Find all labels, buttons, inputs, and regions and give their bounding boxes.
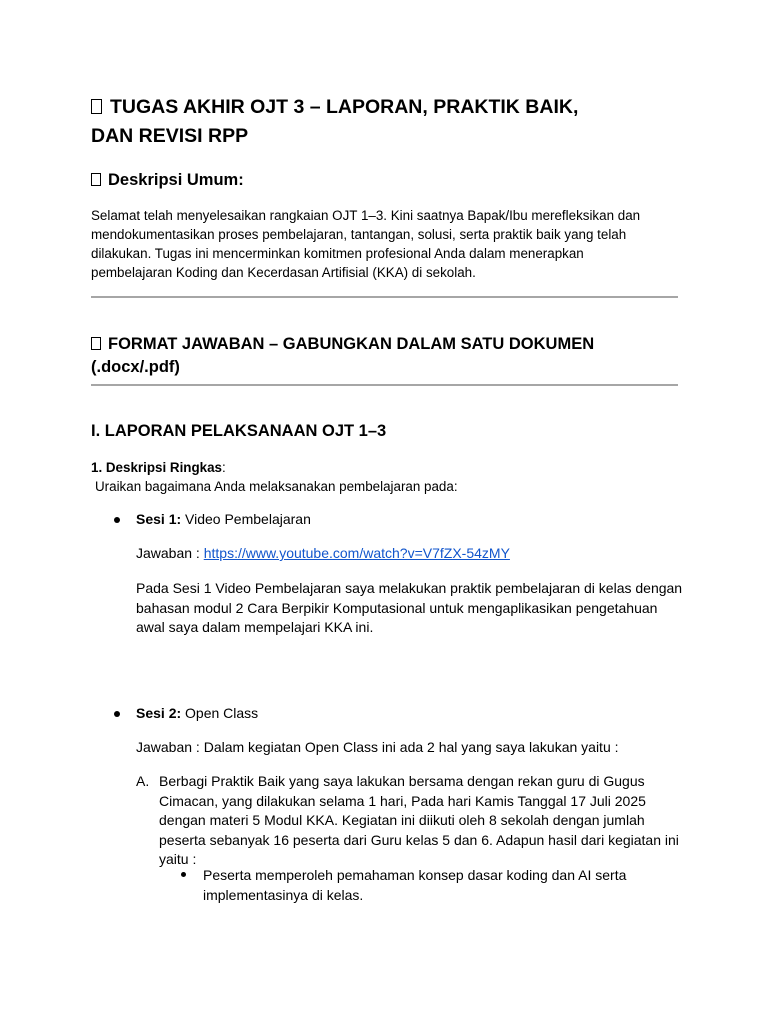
sesi-2-title: Open Class — [181, 705, 259, 721]
format-jawaban-heading-line-1: FORMAT JAWABAN – GABUNGKAN DALAM SATU DOKUMEN — [91, 333, 594, 356]
horizontal-divider — [91, 384, 678, 386]
paragraph-line: pembelajaran Koding dan Kecerdasan Artifisial (KKA) di sekolah. — [91, 265, 476, 280]
deskripsi-ringkas-intro: Uraikan bagaimana Anda melaksanakan pembelajaran pada: — [95, 479, 458, 494]
paragraph-line: Selamat telah menyelesaikan rangkaian OJT 1–3. Kini saatnya Bapak/Ibu merefleksikan dan — [91, 208, 641, 223]
bullet-icon — [181, 872, 186, 877]
sub-bullet-item — [203, 866, 626, 905]
horizontal-divider — [91, 296, 678, 298]
sesi-1-label: Sesi 1: — [136, 511, 182, 527]
deskripsi-umum-paragraph — [91, 206, 640, 282]
missing-glyph-box-icon — [91, 173, 101, 186]
paragraph-line: peserta sebanyak 16 peserta dari Guru kelas 5 dan 6. Adapun hasil dari kegiatan ini — [159, 831, 679, 848]
deskripsi-ringkas-heading: 1. Deskripsi Ringkas: — [91, 460, 226, 475]
item-a-paragraph — [159, 772, 679, 870]
sesi-2-item — [136, 704, 258, 724]
deskripsi-umum-heading: Deskripsi Umum: — [91, 170, 244, 190]
sesi-1-video-link[interactable]: https://www.youtube.com/watch?v=V7fZX-54zMY — [203, 545, 510, 561]
bullet-icon — [114, 517, 120, 523]
sesi-1-title: Video Pembelajaran — [181, 511, 311, 527]
bullet-icon — [114, 711, 120, 717]
paragraph-line: implementasinya di kelas. — [203, 886, 364, 903]
item-a-marker: A. — [136, 773, 150, 789]
paragraph-line: mendokumentasikan proses pembelajaran, tantangan, solusi, serta praktik baik yang telah — [91, 227, 627, 242]
paragraph-line: Peserta memperoleh pemahaman konsep dasar koding dan AI serta — [203, 867, 627, 883]
paragraph-line: dilakukan. Tugas ini mencerminkan komitmen profesional Anda dalam menerapkan — [91, 246, 584, 261]
paragraph-line: Berbagi Praktik Baik yang saya lakukan bersama dengan rekan guru di Gugus — [159, 773, 645, 789]
sesi-2-answer: Jawaban : Dalam kegiatan Open Class ini ada 2 hal yang saya lakukan yaitu : — [136, 739, 619, 755]
sesi-1-item — [136, 510, 311, 530]
sesi-1-paragraph — [136, 579, 682, 638]
paragraph-line: dengan materi 5 Modul KKA. Kegiatan ini diikuti oleh 8 sekolah dengan jumlah — [159, 812, 645, 828]
sesi-2-label: Sesi 2: — [136, 705, 182, 721]
section-laporan-heading: I. LAPORAN PELAKSANAAN OJT 1–3 — [91, 422, 387, 440]
sesi-1-answer: Jawaban : https://www.youtube.com/watch?v=V7fZX-54zMY — [136, 545, 510, 561]
paragraph-line: Cimacan, yang dilakukan selama 1 hari, Pada hari Kamis Tanggal 17 Juli 2025 — [159, 792, 646, 809]
format-jawaban-heading-line-2: (.docx/.pdf) — [91, 358, 180, 376]
document-title-line-1: TUGAS AKHIR OJT 3 – LAPORAN, PRAKTIK BAIK, — [91, 93, 578, 122]
paragraph-line: yaitu : — [159, 851, 197, 867]
paragraph-line: Pada Sesi 1 Video Pembelajaran saya melakukan praktik pembelajaran di kelas dengan — [136, 580, 683, 596]
paragraph-line: awal saya dalam mempelajari KKA ini. — [136, 619, 374, 635]
document-title-line-2: DAN REVISI RPP — [91, 125, 249, 147]
missing-glyph-box-icon — [91, 99, 102, 114]
missing-glyph-box-icon — [91, 337, 101, 350]
paragraph-line: bahasan modul 2 Cara Berpikir Komputasional untuk mengaplikasikan pengetahuan — [136, 599, 658, 616]
